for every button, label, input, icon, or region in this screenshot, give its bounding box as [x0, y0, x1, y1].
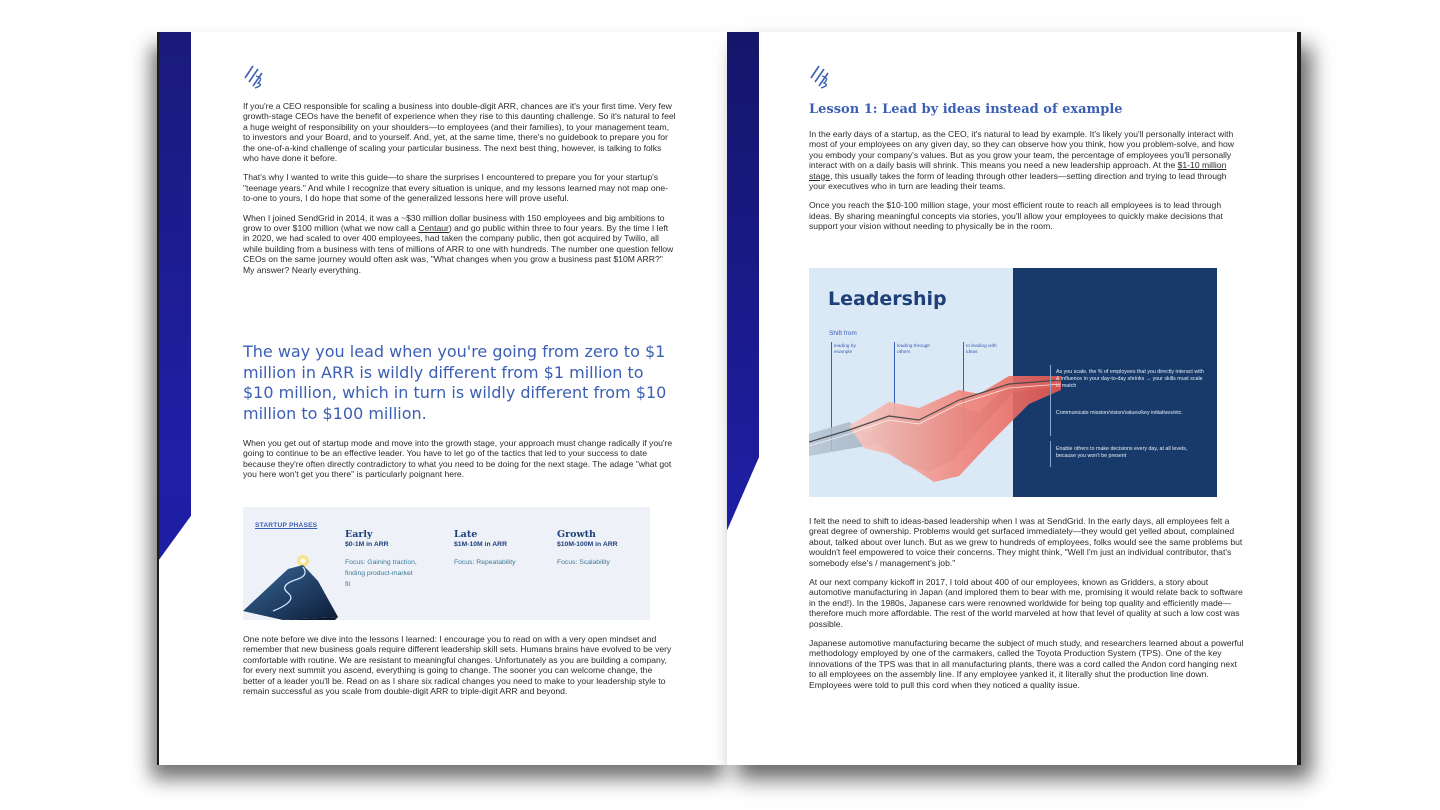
column-label-others: leading through others	[897, 344, 931, 355]
intro-paragraph-2: That's why I wanted to write this guide—to share the surprises I encountered to prepare you for your startup's "teenage years." And while I recognize that every situation is unique, and my lessons learned may not map one-to-one to yours, I do hope that some of the generalized lessons here will prove useful.	[243, 172, 669, 204]
closing-text	[243, 634, 676, 696]
phase-late-focus: Focus: Repeatability	[454, 559, 516, 566]
phase-growth-name: Growth	[557, 529, 596, 540]
lesson-p1-text-1: In the early days of a startup, as the CEO, it's natural to lead by example. It's likely you'll personally interact with most of your employees on any given day, so they can observe how you think, how you problem-solve, and how you embody your company's values. But as you grow your team, the percentage of employees you'll personally interact with on a daily basis will shrink. This means you need a new leadership approach. At the	[809, 129, 1234, 171]
lesson-title: Lesson 1: Lead by ideas instead of example	[809, 102, 1123, 117]
lesson-paragraph-4: At our next company kickoff in 2017, I told about 400 of our employees, known as Gridders, a story about automotive manufacturing in Japan (and implored them to bear with me, promising it would relate back to software in the end!). In the 1980s, Japanese cars were renowned worldwide for being top quality and efficiently made—therefore much more affordable. The rest of the world marveled at how that level of quality at such a low cost was possible.	[809, 577, 1243, 629]
lesson-paragraph-3: I felt the need to shift to ideas-based leadership when I was at SendGrid. In the early days, all employees felt a great degree of ownership. Problems would get surfaced immediately—they would get yelled about, complained about, talked about over lunch. But as we grew to hundreds of employees, folks would see the same problems but wouldn't feel empowered to voice their concerns. They might think, "Well I'm just an individual contributor, that's somebody else's / management's job."	[809, 516, 1243, 568]
logo-icon	[243, 64, 265, 90]
leadership-note-2: Communicate mission/vision/values/key initiatives/etc.	[1056, 410, 1183, 416]
right-page-edge-stripe	[727, 32, 759, 765]
lesson-body-text	[809, 516, 1244, 690]
column-label-ideas: to leading with ideas	[966, 344, 997, 355]
left-page-edge-stripe	[159, 32, 191, 765]
leadership-note-3: Enable others to make decisions every day, at all levels, because you won't be present	[1056, 446, 1188, 460]
phase-growth-focus: Focus: Scalability	[557, 559, 610, 566]
right-page	[727, 32, 1301, 765]
phase-late-name: Late	[454, 529, 478, 540]
lesson-paragraph-2: Once you reach the $10-100 million stage, your most efficient route to reach all employees is to lead through ideas. By sharing meaningful concepts via stories, you'll allow your employees to quickly make decisions that support your vision without needing to physically be in the room.	[809, 200, 1223, 232]
intro-text	[243, 101, 676, 275]
leadership-graphic	[809, 268, 1217, 497]
intro-paragraph-1: If you're a CEO responsible for scaling a business into double-digit ARR, chances are it's your first time. Very few growth-stage CEOs have the benefit of experience when they rise to this daunting challenge. So it's natural to feel a huge weight of responsibility on your shoulders—to employees (and their families), to your management team, to investors and your Board, and to yourself. And, yet, at the same time, there's no guidebook to prepare you for the one-of-a-kind challenge of scaling your particular business. The next best thing, however, is talking to folks who have done it before.	[243, 101, 676, 164]
growth-paragraph: When you get out of startup mode and move into the growth stage, your approach must change radically if you're going to continue to be an effective leader. You have to let go of the tactics that led to your success to date because they're often directly contradictory to what you need to be doing for the next stage. The adage "what got you here won't get you there" is particularly poignant here.	[243, 438, 673, 480]
left-page	[157, 32, 729, 765]
logo-icon	[809, 64, 831, 90]
leadership-note-1: As you scale, the % of employees that you directly interact with & influence in your day-to-day shrinks → your skills must scale to match	[1056, 369, 1204, 390]
growth-text	[243, 438, 676, 480]
sendgrid-paragraph	[243, 213, 676, 275]
mountain-illustration	[243, 551, 338, 620]
note-rule	[1050, 406, 1051, 436]
stage-link[interactable]: $1-10 million stage	[809, 160, 1227, 181]
phase-growth	[557, 529, 647, 568]
leadership-curve-graph	[809, 364, 1061, 497]
phase-early-range: $0-1M in ARR	[345, 541, 389, 548]
leadership-title: Leadership	[828, 288, 947, 310]
lesson-paragraph-5: Japanese automotive manufacturing became the subject of much study, and researchers learned about a powerful methodology employed by one of the carmakers, called the Toyota Production System (TPS). One of the key innovations of the TPS was that in all manufacturing plants, there was a cord called the Andon cord hanging next to all employees on the assembly line. If any employee yanked it, it literally shut the production line down. Employees were told to pull this cord when they noticed a quality issue.	[809, 638, 1244, 690]
lesson-intro-text	[809, 129, 1244, 232]
closing-paragraph: One note before we dive into the lessons I learned: I encourage you to read on with a very open mindset and remember that new business goals require different leadership skill sets. Humans brains have evolved to be very comfortable with routine. We are resistant to meaningful changes. Unfortunately as you are building a company, for every next summit you ascend, everything is going to change. The sooner you can welcome change, the better of a leader you'll be. Read on as I share six radical changes you need to make to your leadership style to remain successful as you scale from double-digit ARR to triple-digit ARR and beyond.	[243, 634, 672, 697]
startup-phases-title: STARTUP PHASES	[255, 522, 318, 529]
phase-late	[454, 529, 549, 568]
startup-phases-panel	[243, 507, 650, 620]
phase-early-name: Early	[345, 529, 373, 540]
phase-early	[345, 529, 417, 590]
shift-from-label: Shift from	[829, 330, 857, 337]
lesson-p1-text-2: , this usually takes the form of leading through other leaders—setting direction and trying to lead through your executives who in turn are leading their teams.	[809, 170, 1227, 192]
centaur-link[interactable]: Centaur	[418, 223, 449, 234]
column-label-example: leading by example	[834, 344, 856, 355]
sendgrid-text-2: ) and go public within three to four years. By the time I left in 2020, we had scaled to over 400 employees, had taken the company public, then got acquired by Twilio, all while building from a business with tens of millions of ARR to one with hundreds. The number one question fellow CEOs on the same journey would often ask was, "What changes when you grow a business past $10M ARR?" My answer? Nearly everything.	[243, 223, 674, 275]
phase-early-focus: Focus: Gaining traction, finding product-market fit	[345, 559, 417, 588]
sendgrid-text-1: When I joined SendGrid in 2014, it was a ~$30 million dollar business with 150 employees and big ambitions to grow to over $100 million (what we now call a	[243, 212, 665, 234]
note-rule	[1050, 441, 1051, 467]
pull-quote: The way you lead when you're going from zero to $1 million in ARR is wildly different from $1 million to $10 million, which in turn is wildly different from $10 million to $100 million.	[243, 342, 667, 423]
phase-growth-range: $10M-100M in ARR	[557, 541, 618, 548]
lesson-paragraph-1	[809, 129, 1244, 191]
phase-late-range: $1M-10M in ARR	[454, 541, 507, 548]
